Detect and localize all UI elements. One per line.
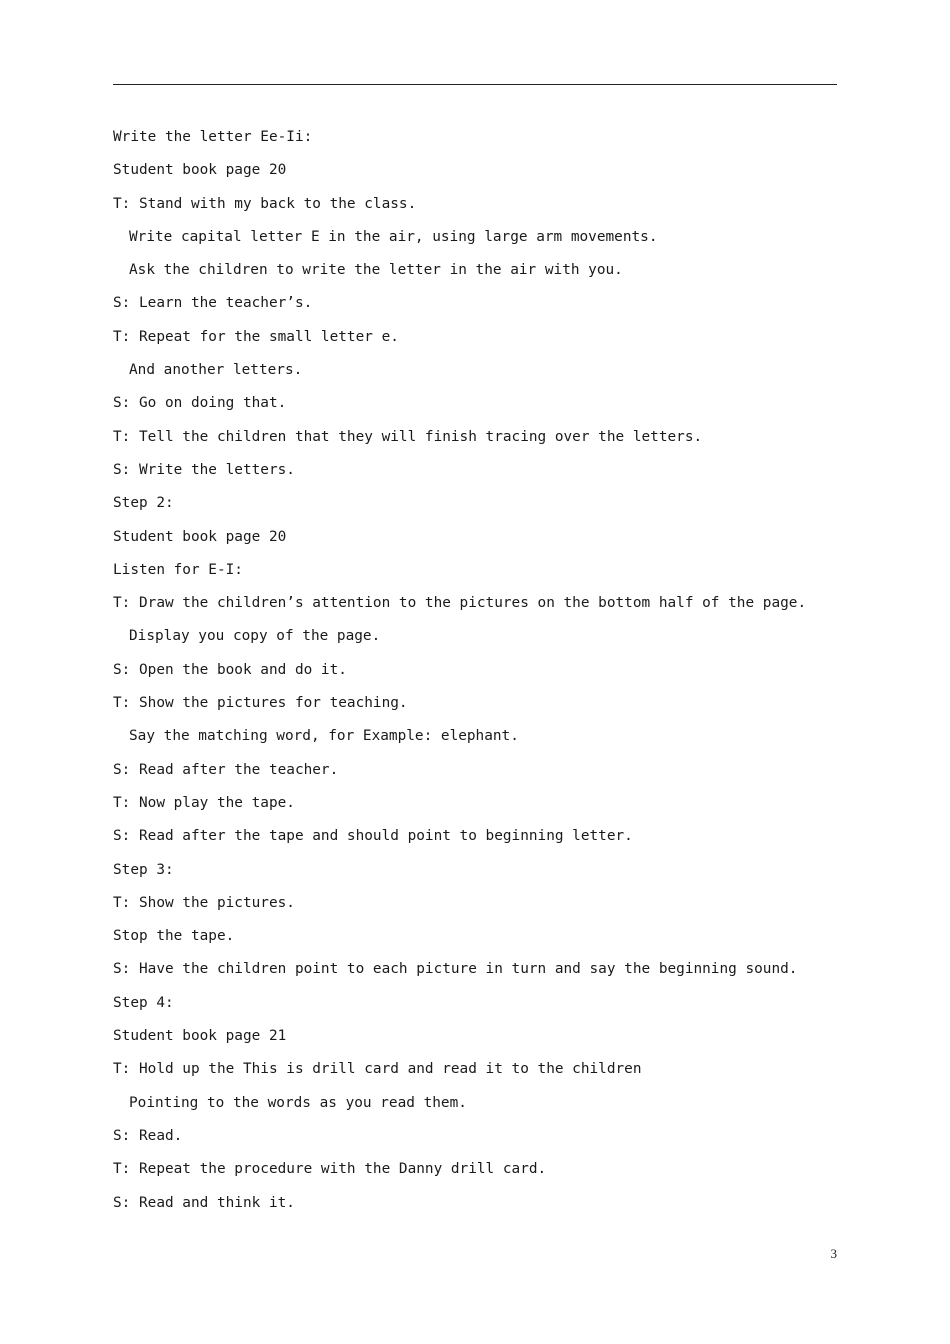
text-line: Write the letter Ee-Ii: — [113, 129, 313, 145]
text-line: Student book page 20 — [113, 162, 287, 179]
text-line: Student book page 21 — [113, 1028, 287, 1045]
text-line: T: Show the pictures for teaching. — [113, 695, 408, 712]
text-line: S: Read. — [113, 1127, 183, 1144]
text-line: S: Open the book and do it. — [113, 661, 347, 678]
text-line: S: Read after the tape and should point to beginning letter. — [113, 828, 633, 845]
text-line: Listen for E-I: — [113, 561, 243, 578]
text-line: Display you copy of the page. — [129, 628, 381, 645]
text-line: T: Repeat the procedure with the Danny drill card. — [113, 1161, 547, 1178]
text-line: S: Write the letters. — [113, 461, 295, 478]
document-body — [113, 121, 837, 1220]
text-line: Step 3: — [113, 861, 174, 878]
text-line: T: Draw the children’s attention to the pictures on the bottom half of the page. — [113, 595, 807, 612]
text-line: S: Have the children point to each picture in turn and say the beginning sound. — [113, 961, 798, 978]
header-rule — [113, 84, 837, 85]
text-line: Stop the tape. — [113, 928, 235, 945]
text-line: T: Now play the tape. — [113, 794, 295, 811]
text-line: Pointing to the words as you read them. — [129, 1094, 467, 1111]
text-line: T: Show the pictures. — [113, 894, 295, 911]
text-line: T: Stand with my back to the class. — [113, 195, 417, 212]
text-line: Ask the children to write the letter in the air with you. — [129, 262, 623, 279]
page-number: 3 — [830, 1246, 837, 1261]
text-line: S: Learn the teacher’s. — [113, 295, 313, 312]
text-line: T: Tell the children that they will finish tracing over the letters. — [113, 428, 703, 445]
text-line: Say the matching word, for Example: elephant. — [129, 728, 519, 745]
text-line: And another letters. — [129, 362, 303, 379]
text-line: Step 4: — [113, 994, 174, 1011]
text-line: S: Go on doing that. — [113, 395, 287, 412]
text-line: S: Read and think it. — [113, 1194, 295, 1211]
text-line: T: Hold up the This is drill card and read it to the children — [113, 1061, 642, 1078]
text-line: Write capital letter E in the air, using large arm movements. — [129, 228, 658, 245]
text-line: T: Repeat for the small letter e. — [113, 328, 399, 345]
text-line: Student book page 20 — [113, 528, 287, 545]
text-line: S: Read after the teacher. — [113, 761, 339, 778]
text-line: Step 2: — [113, 495, 174, 512]
